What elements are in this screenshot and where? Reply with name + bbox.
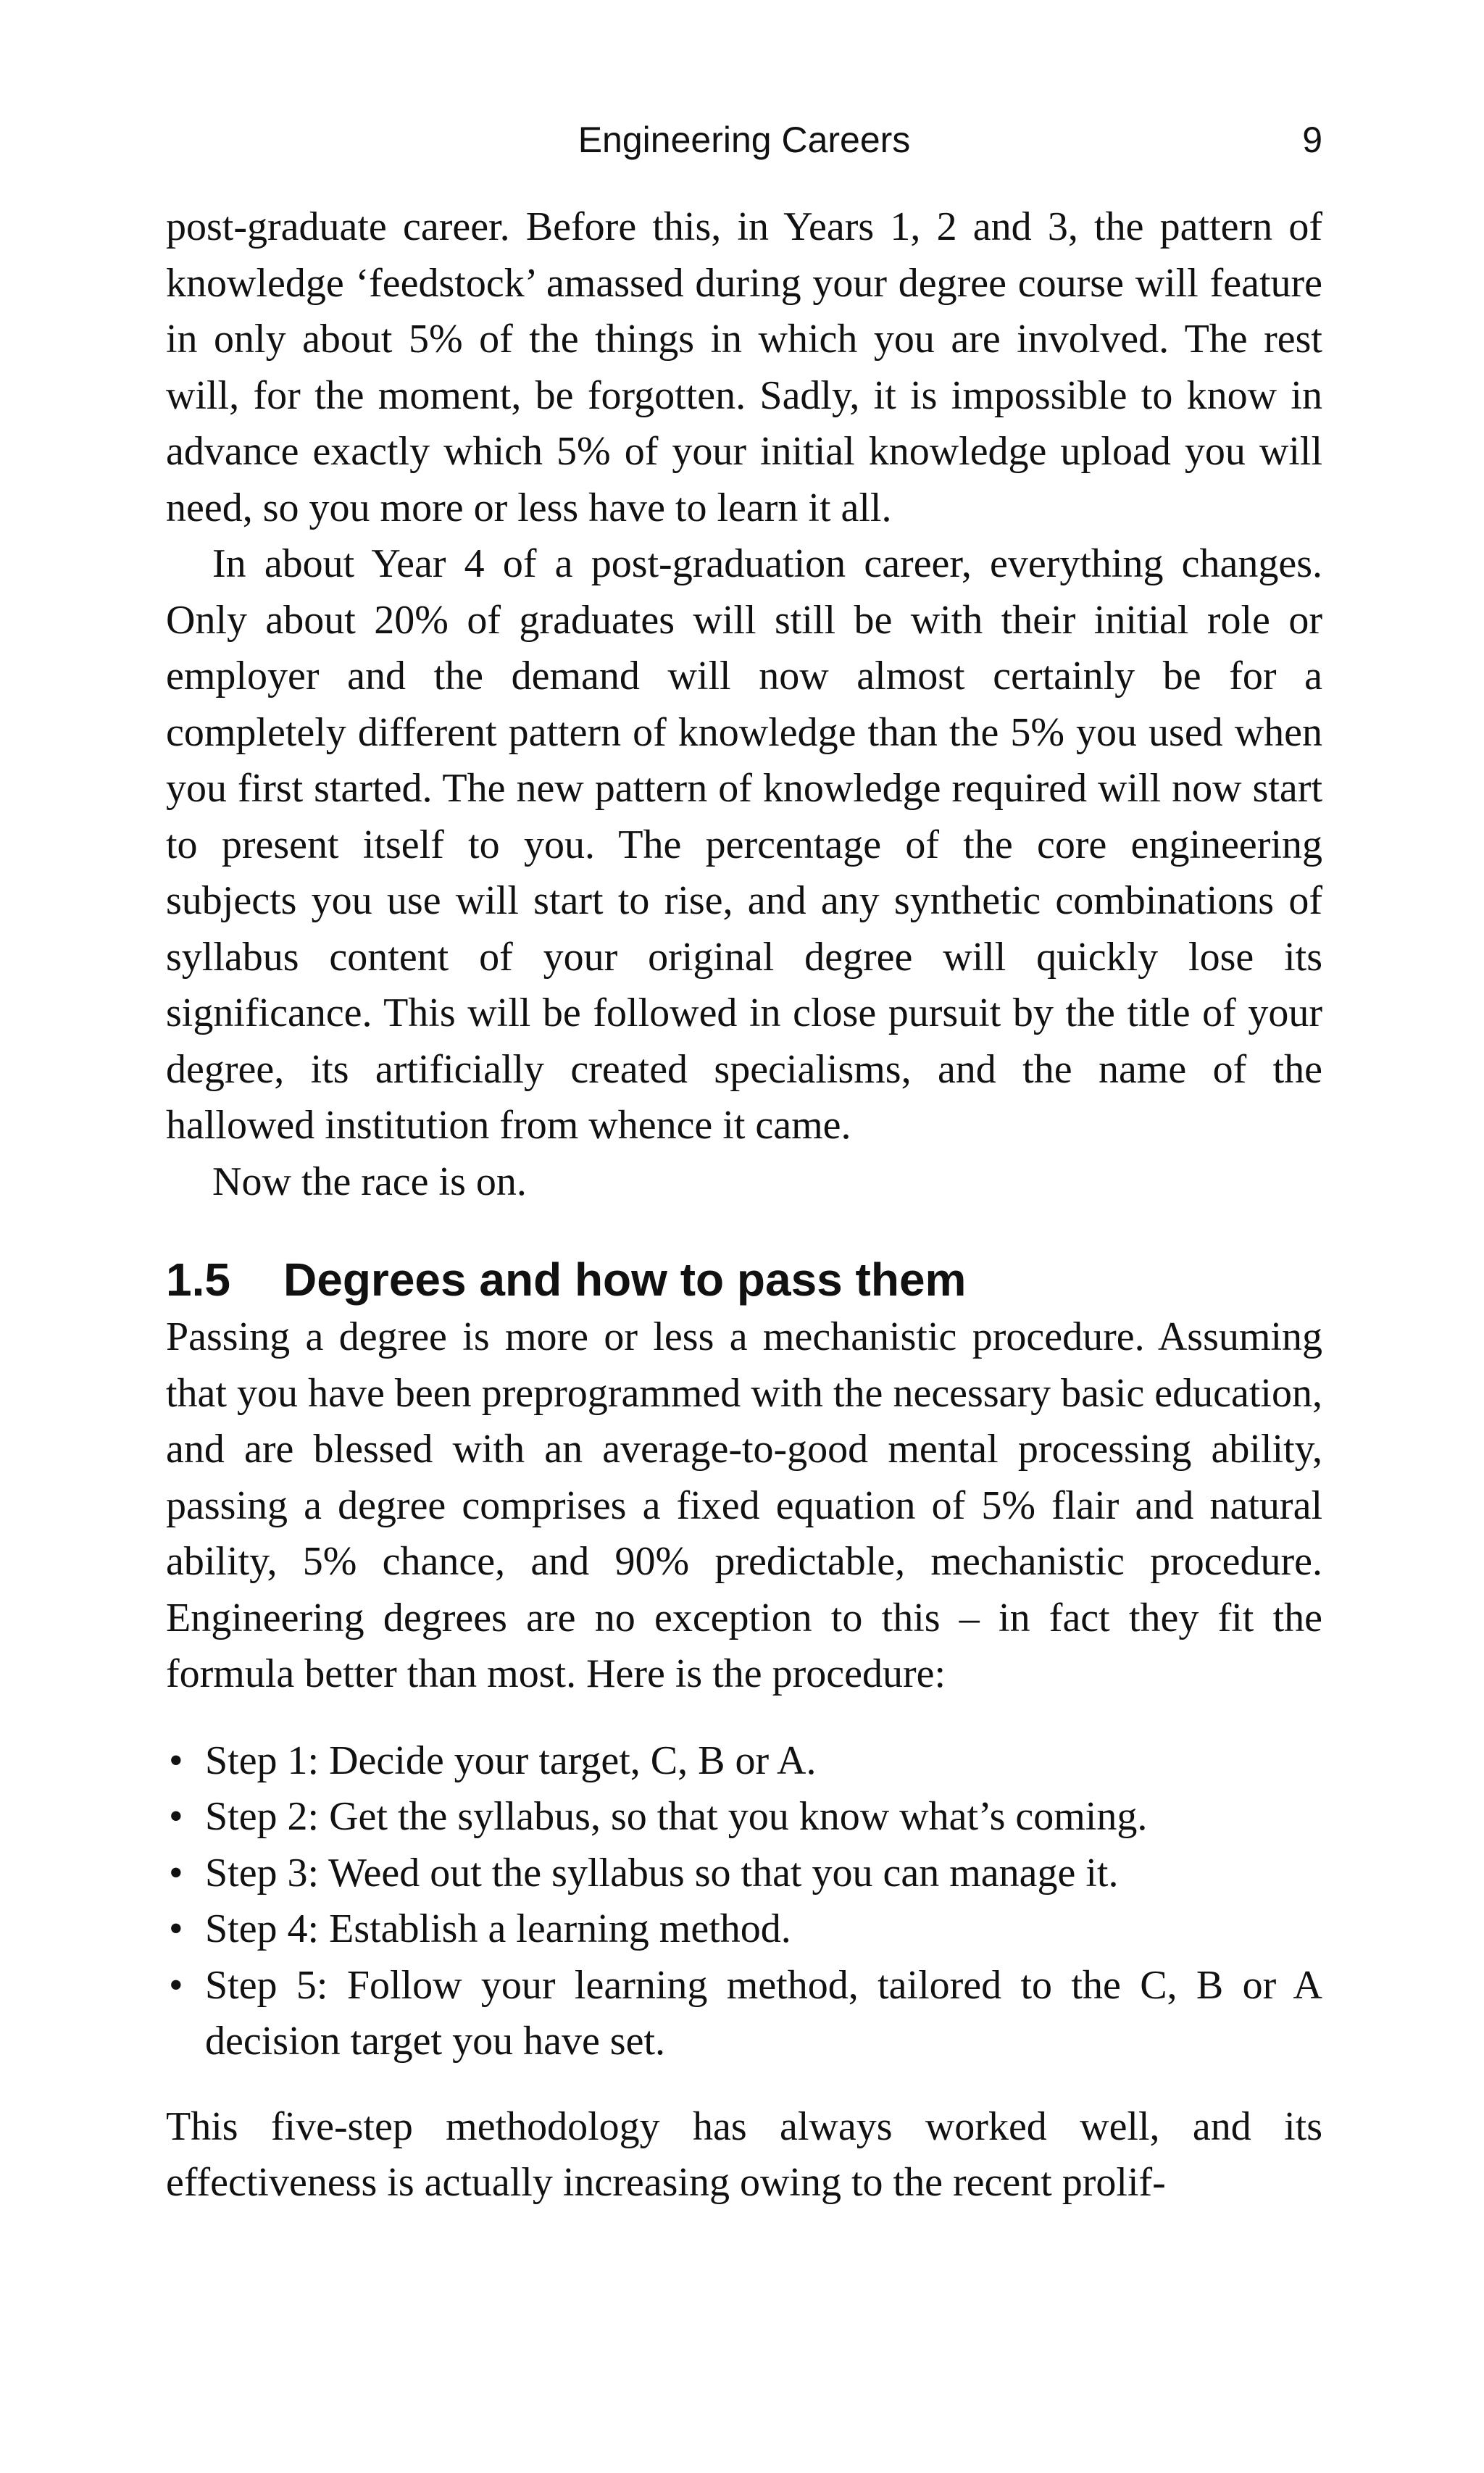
bullet-icon: • <box>169 1962 183 2008</box>
list-item: • Step 1: Decide your target, C, B or A. <box>166 1733 1322 1790</box>
paragraph-continued: post-graduate career. Before this, in Years 1, 2 and 3, the pattern of knowledge ‘feedstock’ amassed during your degree course will feature in only about 5% of the things in which you are involved. The rest will, for the moment, be forgotten. Sadly, it is impossible to know in advance exactly which 5% of your initial knowledge upload you will need, so you more or less have to learn it all. <box>166 204 1322 530</box>
section-title: Degrees and how to pass them <box>283 1254 967 1306</box>
bullet-icon: • <box>169 1794 183 1839</box>
section-number: 1.5 <box>166 1254 230 1306</box>
section-heading <box>166 1250 1322 1309</box>
list-item: • Step 3: Weed out the syllabus so that you can manage it. <box>166 1846 1322 1902</box>
page-number: 9 <box>1302 120 1322 160</box>
list-item: • Step 5: Follow your learning method, tailored to the C, B or A decision target you have set. <box>166 1958 1322 2070</box>
steps-list <box>166 1733 1322 2070</box>
section-intro: Passing a degree is more or less a mechanistic procedure. Assuming that you have been preprogrammed with the necessary basic education, and are blessed with an average-to-good mental processing ability, passing a degree comprises a fixed equation of 5% flair and natural ability, 5% chance, and 90% predictable, mechanistic procedure. Engineering degrees are no exception to this – in fact they fit the formula better than most. Here is the procedure: <box>166 1314 1322 1696</box>
paragraph-year-4: In about Year 4 of a post-graduation career, everything changes. Only about 20% of graduates will still be with their initial role or employer and the demand will now almost certainly be for a completely different pattern of knowledge than the 5% you used when you first started. The new pattern of knowledge required will now start to present itself to you. The percentage of the core engineering subjects you use will start to rise, and any synthetic combinations of syllabus content of your original degree will quickly lose its significance. This will be followed in close pursuit by the title of your degree, its artificially created specialisms, and the name of the hallowed institution from whence it came. <box>166 541 1322 1148</box>
running-header <box>166 114 1322 165</box>
bullet-icon: • <box>169 1738 183 1783</box>
closing-paragraph: This five-step methodology has always worked well, and its effectiveness is actually increasing owing to the recent prolif- <box>166 2103 1322 2205</box>
running-title: Engineering Careers <box>578 120 911 160</box>
bullet-icon: • <box>169 1906 183 1951</box>
paragraph-race: Now the race is on. <box>212 1159 527 1204</box>
body-text <box>166 199 1322 2211</box>
list-item: • Step 2: Get the syllabus, so that you know what’s coming. <box>166 1789 1322 1846</box>
list-item: • Step 4: Establish a learning method. <box>166 1901 1322 1958</box>
bullet-icon: • <box>169 1850 183 1896</box>
